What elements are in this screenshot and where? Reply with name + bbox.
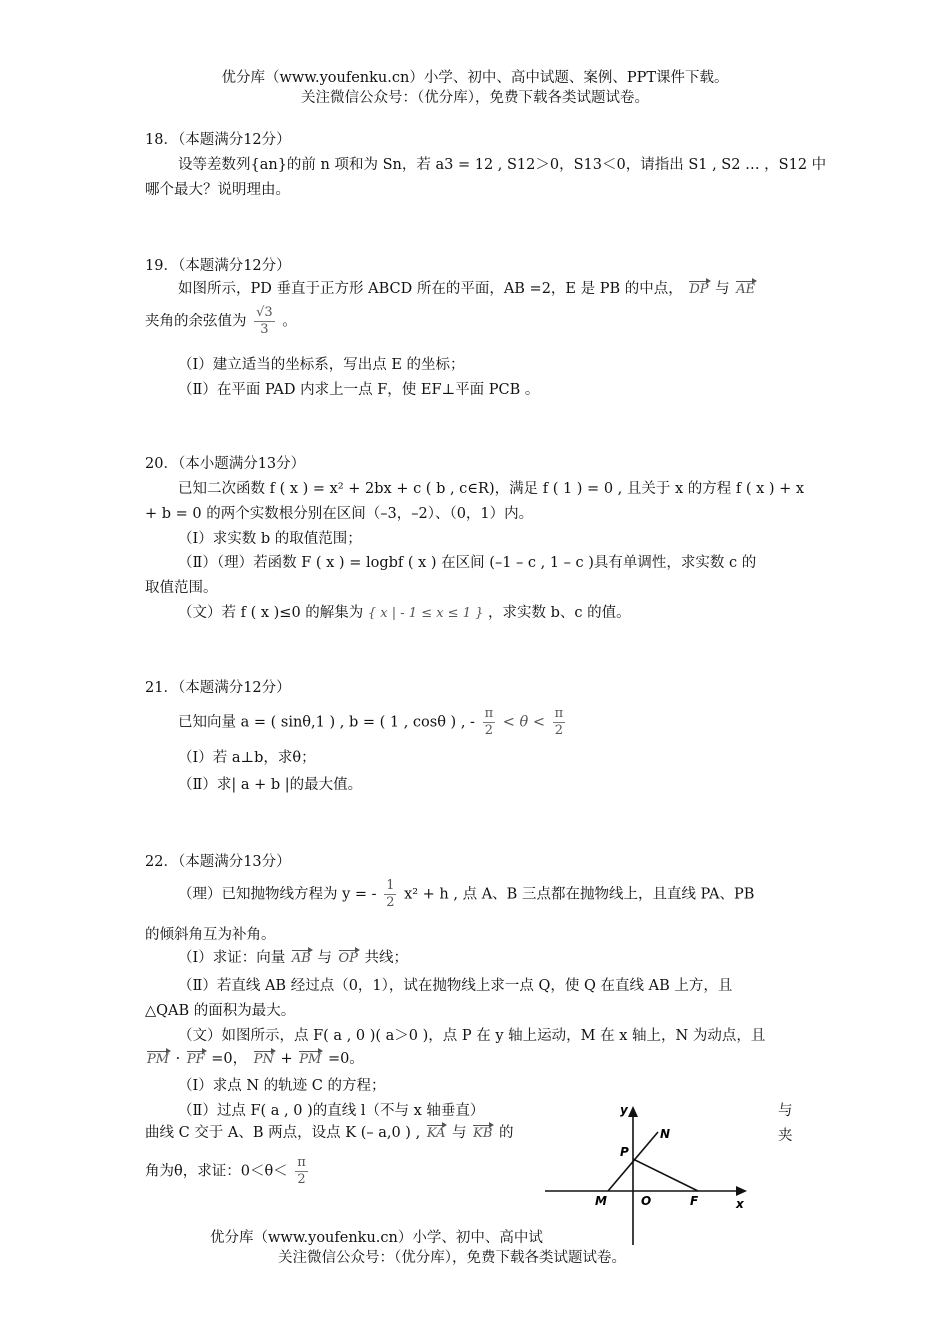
- fraction-pi-over-2: [295, 1155, 308, 1188]
- x-axis-arrow-icon: [736, 1186, 747, 1196]
- q22-li-line-2: 的倾斜角互为补角。: [145, 927, 276, 943]
- vector-op: OP: [339, 947, 358, 966]
- label-p: P: [620, 1145, 629, 1159]
- q18-line-2: 哪个最大？说明理由。: [145, 182, 290, 198]
- vector-ae: AE: [736, 278, 755, 297]
- theta-inequality: < θ <: [502, 714, 545, 731]
- equals-zero-2: =0。: [327, 1051, 364, 1067]
- fraction-denominator: 2: [484, 723, 493, 738]
- vector-pm: PM: [147, 1048, 169, 1067]
- q22-li-part-1: [178, 946, 408, 967]
- q19-line-2-end: 。: [282, 313, 297, 330]
- fraction-numerator: π: [297, 1155, 306, 1170]
- q22-wen-part-2b: [145, 1121, 513, 1142]
- q22-wen-line-1: （文）如图所示，点 F( a , 0 )( a＞0 )，点 P 在 y 轴上运动，M 在 x 轴上，N 为动点，且: [178, 1028, 766, 1044]
- q22-li-p1-mid: 与: [317, 950, 332, 966]
- q22-li-p1-post: 共线；: [364, 950, 409, 966]
- q19-line-1: [178, 277, 757, 298]
- q22-wen-part-2c: [145, 1155, 311, 1188]
- q22-li-post: x² + h , 点 A、B 三点都在抛物线上，且直线 PA、PB: [404, 886, 755, 903]
- vector-pn: PN: [254, 1048, 274, 1067]
- fraction-pi-over-2-left: [483, 706, 496, 739]
- label-f: F: [690, 1194, 699, 1208]
- q20-part-3-post: ，求实数 b、c 的值。: [488, 605, 631, 621]
- q20-part-3: [178, 601, 631, 622]
- q22-wen-part-1: （Ⅰ）求点 N 的轨迹 C 的方程；: [178, 1078, 386, 1094]
- q20-title: 20．（本小题满分13分）: [145, 456, 306, 472]
- q19-line-2: [145, 305, 297, 338]
- q20-part-3-pre: （文）若 f ( x )≤0 的解集为: [178, 605, 364, 621]
- y-axis-arrow-icon: [628, 1106, 638, 1117]
- q22-wen-de: 的: [498, 1125, 514, 1141]
- q22-wen-vector-condition: [145, 1047, 364, 1068]
- q18-title: 18．（本题满分12分）: [145, 132, 291, 148]
- q19-part-2: （Ⅱ）在平面 PAD 内求上一点 F，使 EF⊥平面 PCB 。: [178, 382, 540, 398]
- q21-part-2: （Ⅱ）求| a + b |的最大值。: [178, 777, 363, 793]
- vector-kb: KB: [473, 1122, 492, 1141]
- q19-line-1-text: 如图所示，PD 垂直于正方形 ABCD 所在的平面，AB =2，E 是 PB 的中点，: [178, 281, 683, 297]
- q22-wen-and: 与: [452, 1125, 467, 1141]
- fraction-numerator: π: [484, 706, 494, 721]
- q19-title: 19．（本题满分12分）: [145, 258, 291, 274]
- fraction-denominator: 2: [554, 723, 563, 738]
- q20-part-1: （Ⅰ）求实数 b 的取值范围；: [178, 531, 362, 547]
- q20-line-1: 已知二次函数 f ( x ) = x² + 2bx + c ( b , c∈R)，满足 f ( 1 ) = 0 , 且关于 x 的方程 f ( x ) + x: [178, 481, 805, 497]
- q21-line-1: [178, 706, 568, 739]
- vector-ka: KA: [427, 1122, 446, 1141]
- q22-li-p1-pre: （Ⅰ）求证：向量: [178, 950, 286, 966]
- q20-part-2b: 取值范围。: [145, 580, 218, 596]
- plus-sign: +: [280, 1051, 293, 1067]
- fraction-numerator: 1: [386, 878, 395, 893]
- vector-dp: DP: [689, 278, 708, 297]
- label-m: M: [595, 1194, 607, 1208]
- fraction-numerator: π: [554, 706, 564, 721]
- solution-set: { x | - 1 ≤ x ≤ 1 }: [367, 606, 484, 621]
- q19-joiner: 与: [715, 281, 730, 297]
- fraction-pi-over-2-right: [553, 706, 566, 739]
- q22-li-part-2a: （Ⅱ）若直线 AB 经过点（0，1），试在抛物线上求一点 Q，使 Q 在直线 AB 上方，且: [178, 978, 733, 994]
- vector-pf: PF: [187, 1048, 205, 1067]
- label-o: O: [641, 1194, 652, 1208]
- footer-line-2: 关注微信公众号：（优分库），免费下载各类试题试卷。: [278, 1250, 626, 1266]
- q20-line-2: + b = 0 的两个实数根分别在区间（–3，–2）、（0，1）内。: [145, 506, 534, 522]
- q22-li-line-1: [178, 878, 754, 911]
- q22-wen-p2b-text: 曲线 C 交于 A、B 两点，设点 K (– a,0 ) ,: [145, 1125, 421, 1141]
- header-line-1: 优分库（www.youfenku.cn）小学、初中、高中试题、案例、PPT课件下载。: [221, 70, 729, 86]
- label-n: N: [660, 1127, 671, 1141]
- q21-title: 21．（本题满分12分）: [145, 680, 291, 696]
- q20-part-2a: （Ⅱ）（理）若函数 F ( x ) = logbf ( x ) 在区间 (–1 – c , 1 – c )具有单调性，求实数 c 的: [178, 555, 757, 571]
- q19-part-1: （Ⅰ）建立适当的坐标系，写出点 E 的坐标；: [178, 357, 465, 373]
- fraction-denominator: 3: [260, 322, 269, 337]
- fraction-denominator: 2: [297, 1172, 306, 1187]
- q22-wen-part-2a: （Ⅱ）过点 F( a , 0 )的直线 l（不与 x 轴垂直）: [178, 1103, 485, 1119]
- q22-li-part-2b: △QAB 的面积为最大。: [145, 1003, 296, 1019]
- vector-pm-2: PM: [299, 1048, 321, 1067]
- vector-ab: AB: [292, 947, 311, 966]
- line-pf: [633, 1159, 698, 1191]
- q21-part-1: （Ⅰ）若 a⊥b，求θ；: [178, 750, 316, 766]
- q22-title: 22．（本题满分13分）: [145, 854, 291, 870]
- dot-product: ·: [175, 1051, 181, 1067]
- fraction-sqrt3-over-3: [254, 305, 275, 338]
- coordinate-figure: [540, 1100, 755, 1245]
- equals-zero-1: =0，: [211, 1051, 248, 1067]
- footer-line-1: 优分库（www.youfenku.cn）小学、初中、高中试: [210, 1230, 543, 1246]
- label-y: y: [620, 1103, 628, 1117]
- fraction-denominator: 2: [386, 895, 395, 910]
- q21-neg: -: [470, 714, 475, 731]
- q22-li-pre: （理）已知抛物线方程为 y = -: [178, 886, 377, 903]
- fraction-one-half: [384, 878, 396, 911]
- label-x: x: [736, 1197, 744, 1211]
- q19-line-2-text: 夹角的余弦值为: [145, 313, 247, 330]
- fraction-numerator: √3: [256, 305, 273, 320]
- q22-wen-p2c-text: 角为θ，求证：0＜θ＜: [145, 1163, 288, 1180]
- header-line-2: 关注微信公众号：（优分库），免费下载各类试题试卷。: [301, 90, 649, 106]
- q21-line-1-text: 已知向量 a = ( sinθ,1 ) , b = ( 1 , cosθ ) ,: [178, 714, 466, 731]
- q18-line-1: 设等差数列{an}的前 n 项和为 Sn，若 a3 = 12 , S12＞0，S13＜0，请指出 S1 , S2 … ，S12 中: [178, 157, 827, 173]
- q22-wen-part-2b-end: 夹: [778, 1128, 793, 1144]
- q22-wen-part-2a-end: 与: [778, 1103, 793, 1119]
